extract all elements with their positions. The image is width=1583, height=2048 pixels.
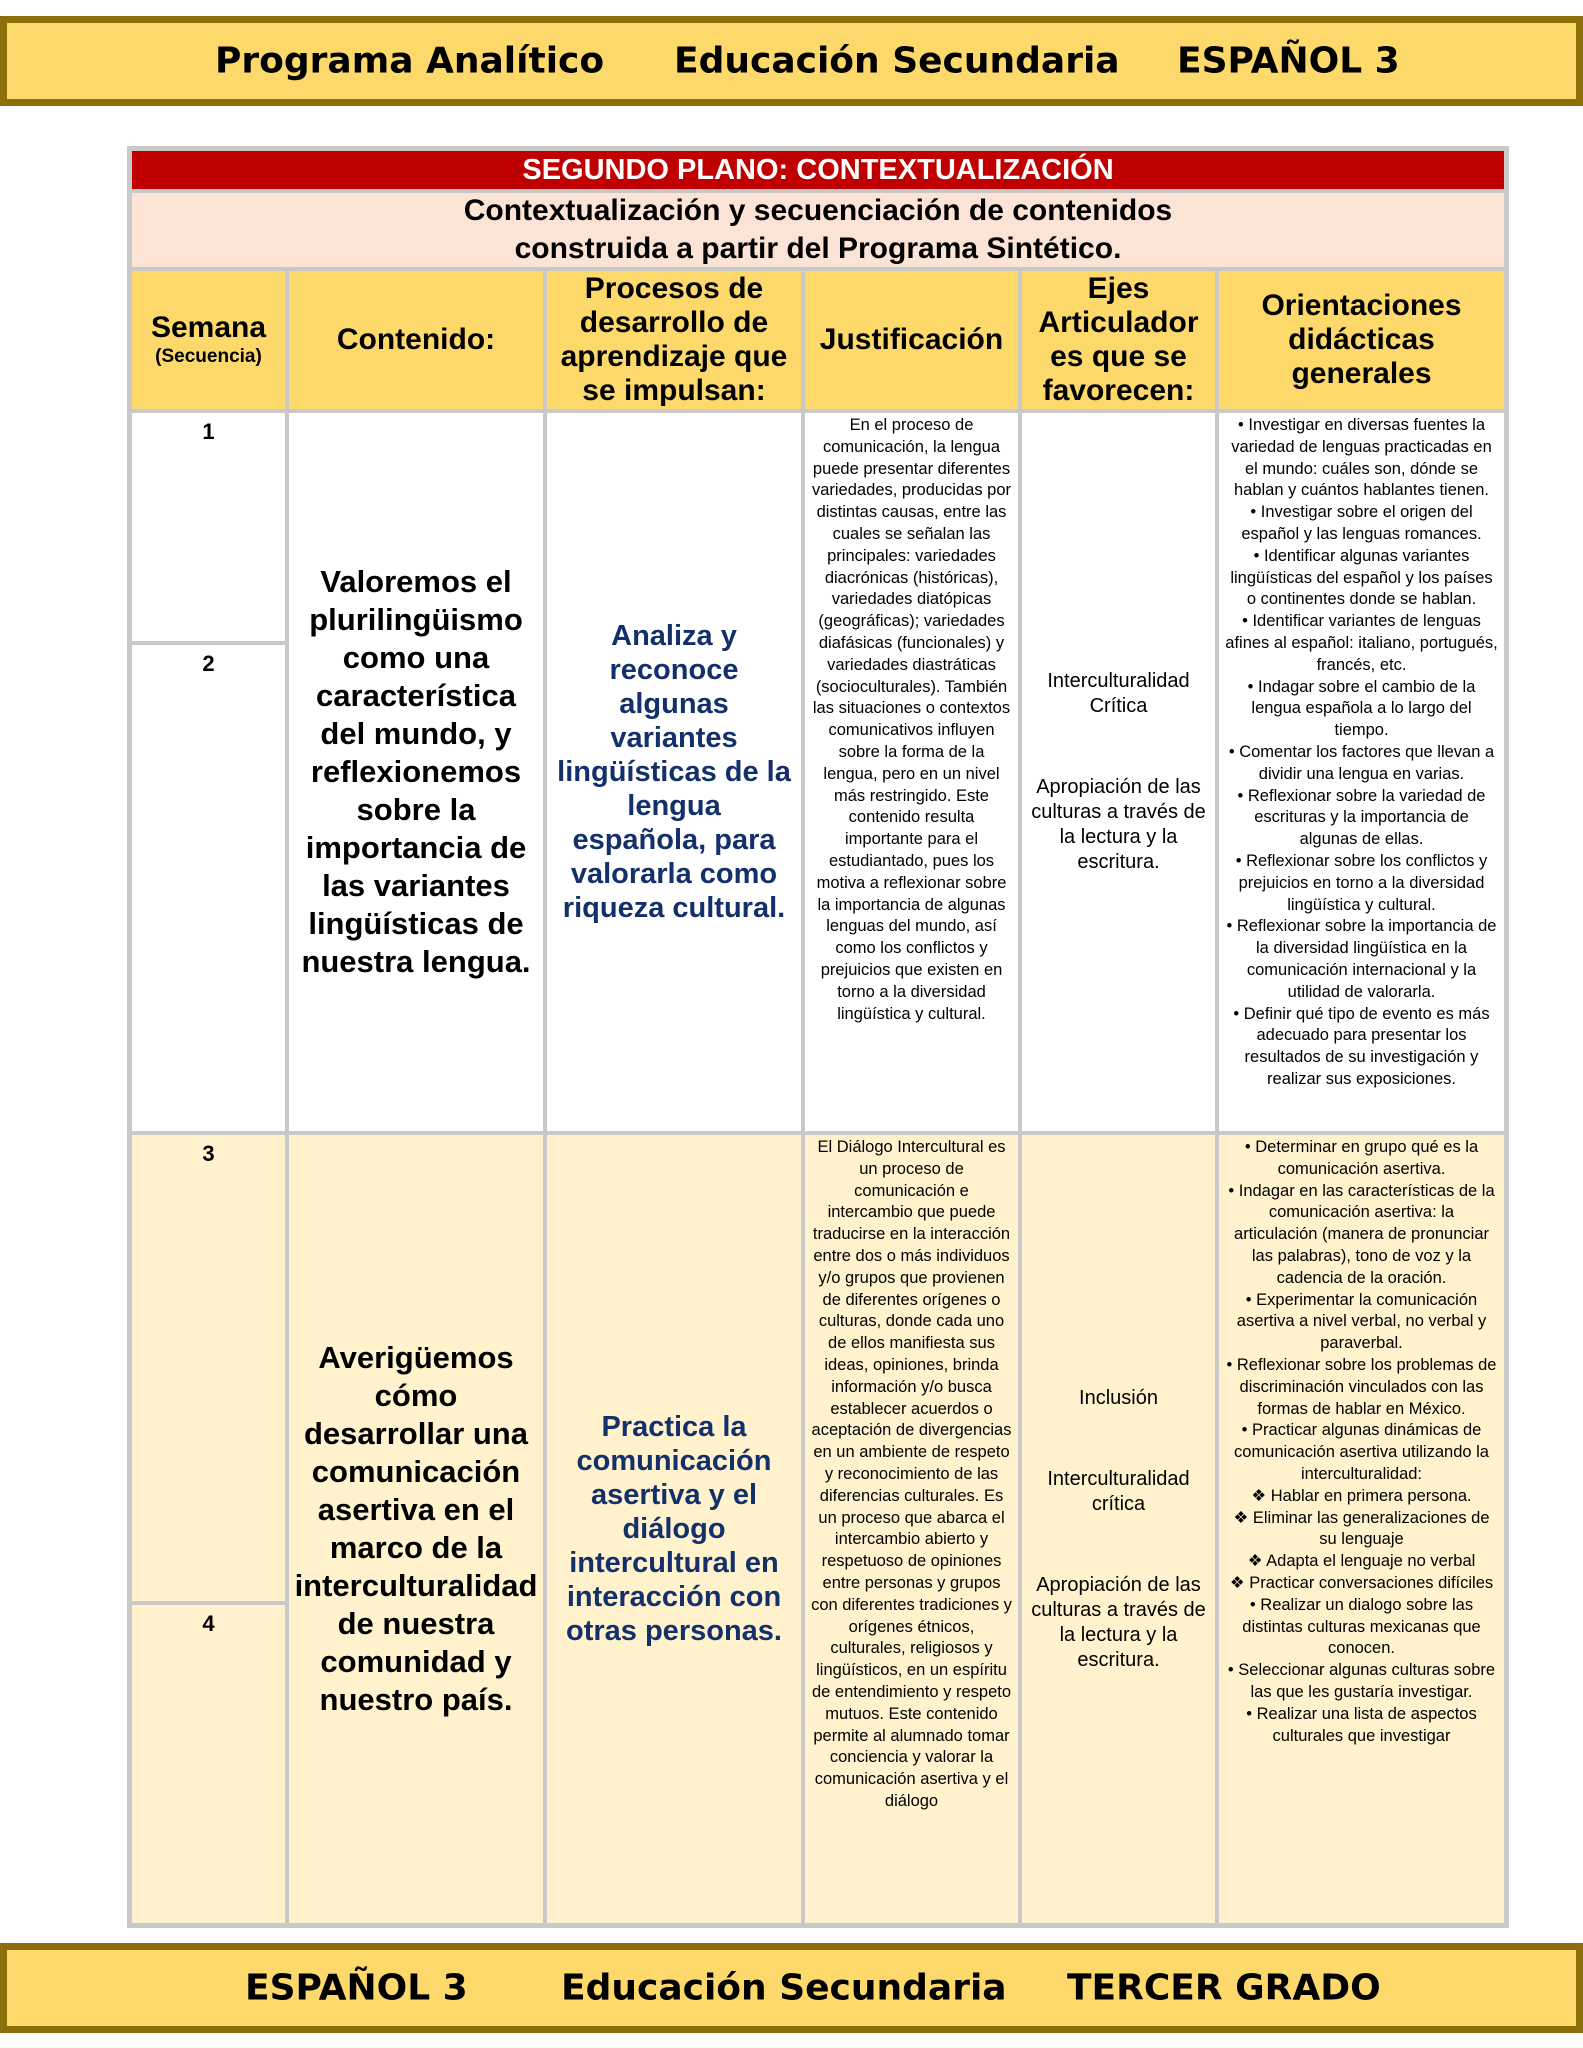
header-subject: ESPAÑOL 3 [1177,40,1400,82]
orientation-item: • Practicar algunas dinámicas de comunicación asertiva utilizando la interculturalidad: [1234,1421,1489,1483]
header-level: Educación Secundaria [674,40,1120,82]
orientation-item: • Indagar sobre el cambio de la lengua española a lo largo del tiempo. [1247,677,1476,740]
col-header-contenido: Contenido: [287,269,545,411]
orientation-item: • Identificar variantes de lenguas afines al español: italiano, portugués, francés, etc. [1225,612,1498,674]
week-cell: 4 [130,1603,287,1925]
orientation-item: ❖ Hablar en primera persona. [1251,1486,1472,1505]
col-header-semana [130,269,287,411]
eje-item: Inclusión [1079,1386,1158,1409]
orientation-item: • Realizar un dialogo sobre las distintas culturas mexicanas que conocen. [1242,1595,1481,1658]
table-subtitle [130,191,1506,269]
justification-cell: En el proceso de comunicación, la lengua puede presentar diferentes variedades, producidas por distintas causas, entre las cuales se señalan las principales: variedades diacrónicas (históricas), variedades diatópicas (geográficas); variedades diafásicas (funcionales) y variedades diastráticas (socioculturales). También las situaciones o contextos comunicativos influyen sobre la forma de la lengua, pero en un nivel más restringido. Este contenido resulta importante para el estudiantado, pues los motiva a reflexionar sobre la importancia de algunas lenguas del mundo, así como los conflictos y prejuicios que existen en torno a la diversidad lingüística y cultural. [803,411,1020,1133]
orientation-item: • Identificar algunas variantes lingüísticas del español y los países o continentes donde se hablan. [1230,546,1493,609]
col-semana-label: Semana [150,311,267,344]
orientation-item: • Realizar una lista de aspectos culturales que investigar [1246,1704,1477,1745]
orientation-item: • Experimentar la comunicación asertiva a nivel verbal, no verbal y paraverbal. [1236,1290,1487,1353]
week-cell: 3 [130,1133,287,1603]
orientation-item: • Reflexionar sobre la variedad de escrituras y la importancia de algunas de ellas. [1237,786,1486,849]
eje-item: Interculturalidad crítica [1047,1467,1190,1515]
content-cell: Averigüemos cómo desarrollar una comunicación asertiva en el marco de la interculturalidad de nuestra comunidad y nuestro país. [287,1133,545,1925]
orientation-item: • Comentar los factores que llevan a dividir una lengua en varias. [1228,742,1495,783]
orientation-item: ❖ Eliminar las generalizaciones de su lenguaje [1233,1508,1490,1549]
col-header-justificacion: Justificación [803,269,1020,411]
ejes-cell [1020,411,1217,1133]
orientation-item: • Investigar sobre el origen del español y las lenguas romances. [1241,503,1482,543]
ejes-cell [1020,1133,1217,1925]
header-band [0,16,1583,106]
process-cell: Practica la comunicación asertiva y el diálogo intercultural en interacción con otras personas. [545,1133,803,1925]
eje-item: Interculturalidad Crítica [1047,670,1190,717]
orientations-cell [1217,411,1506,1133]
orientation-item: ❖ Adapta el lenguaje no verbal [1247,1552,1476,1571]
process-cell: Analiza y reconoce algunas variantes lingüísticas de la lengua española, para valorarla como riqueza cultural. [545,411,803,1133]
table-title: SEGUNDO PLANO: CONTEXTUALIZACIÓN [130,149,1506,191]
orientation-item: • Definir qué tipo de evento es más adecuado para presentar los resultados de su investigación y realizar sus exposiciones. [1233,1004,1490,1088]
footer-level: Educación Secundaria [561,1967,1007,2009]
eje-item: Apropiación de las culturas a través de la lectura y la escritura. [1031,776,1206,873]
orientation-item: • Determinar en grupo qué es la comunicación asertiva. [1244,1138,1479,1178]
orientation-item: • Reflexionar sobre los problemas de discriminación vinculados con las formas de hablar en México. [1226,1355,1497,1418]
orientation-item: • Investigar en diversas fuentes la variedad de lenguas practicadas en el mundo: cuáles son, dónde se hablan y cuántos hablantes tienen. [1231,416,1492,500]
col-semana-sub: (Secuencia) [155,346,262,367]
justification-cell: El Diálogo Intercultural es un proceso de comunicación e intercambio que puede traducirse en la interacción entre dos o más individuos y/o grupos que provienen de diferentes orígenes o culturas, donde cada uno de ellos manifiesta sus ideas, opiniones, brinda información y/o busca establecer acuerdos o aceptación de divergencias en un ambiente de respeto y reconocimiento de las diferencias culturales. Es un proceso que abarca el intercambio abierto y respetuoso de opiniones entre personas y grupos con diferentes tradiciones y orígenes étnicos, culturales, religiosos y lingüísticos, en un espíritu de entendimiento y respeto mutuos. Este contenido permite al alumnado tomar conciencia y valorar la comunicación asertiva y el diálogo [803,1133,1020,1925]
col-header-orientaciones: Orientaciones didácticas generales [1217,269,1506,411]
footer-grade: TERCER GRADO [1067,1967,1381,2009]
contextualization-table [127,146,1509,1928]
subtitle-line-1: Contextualización y secuenciación de contenidos [463,194,1173,227]
orientations-cell [1217,1133,1506,1925]
week-cell: 2 [130,643,287,1133]
orientation-item: • Reflexionar sobre los conflictos y prejuicios en torno a la diversidad lingüística y cultural. [1235,851,1488,914]
footer-band [0,1943,1583,2033]
orientation-item: ❖ Practicar conversaciones difíciles [1229,1573,1494,1592]
orientation-item: • Reflexionar sobre la importancia de la diversidad lingüística en la comunicación internacional y la utilidad de valorarla. [1226,917,1497,1001]
header-program: Programa Analítico [215,40,605,82]
orientation-item: • Indagar en las características de la comunicación asertiva: la articulación (manera de pronunciar las palabras), tono de voz y la cadencia de la oración. [1228,1181,1495,1287]
content-cell: Valoremos el plurilingüismo como una característica del mundo, y reflexionemos sobre la importancia de las variantes lingüísticas de nuestra lengua. [287,411,545,1133]
col-header-ejes: Ejes Articulador es que se favorecen: [1020,269,1217,411]
col-header-procesos: Procesos de desarrollo de aprendizaje que se impulsan: [545,269,803,411]
orientation-item: • Seleccionar algunas culturas sobre las que les gustaría investigar. [1227,1661,1496,1701]
week-cell: 1 [130,411,287,643]
eje-item: Apropiación de las culturas a través de la lectura y la escritura. [1031,1573,1206,1671]
footer-subject: ESPAÑOL 3 [245,1967,468,2009]
subtitle-line-2: construida a partir del Programa Sintético. [514,232,1122,265]
